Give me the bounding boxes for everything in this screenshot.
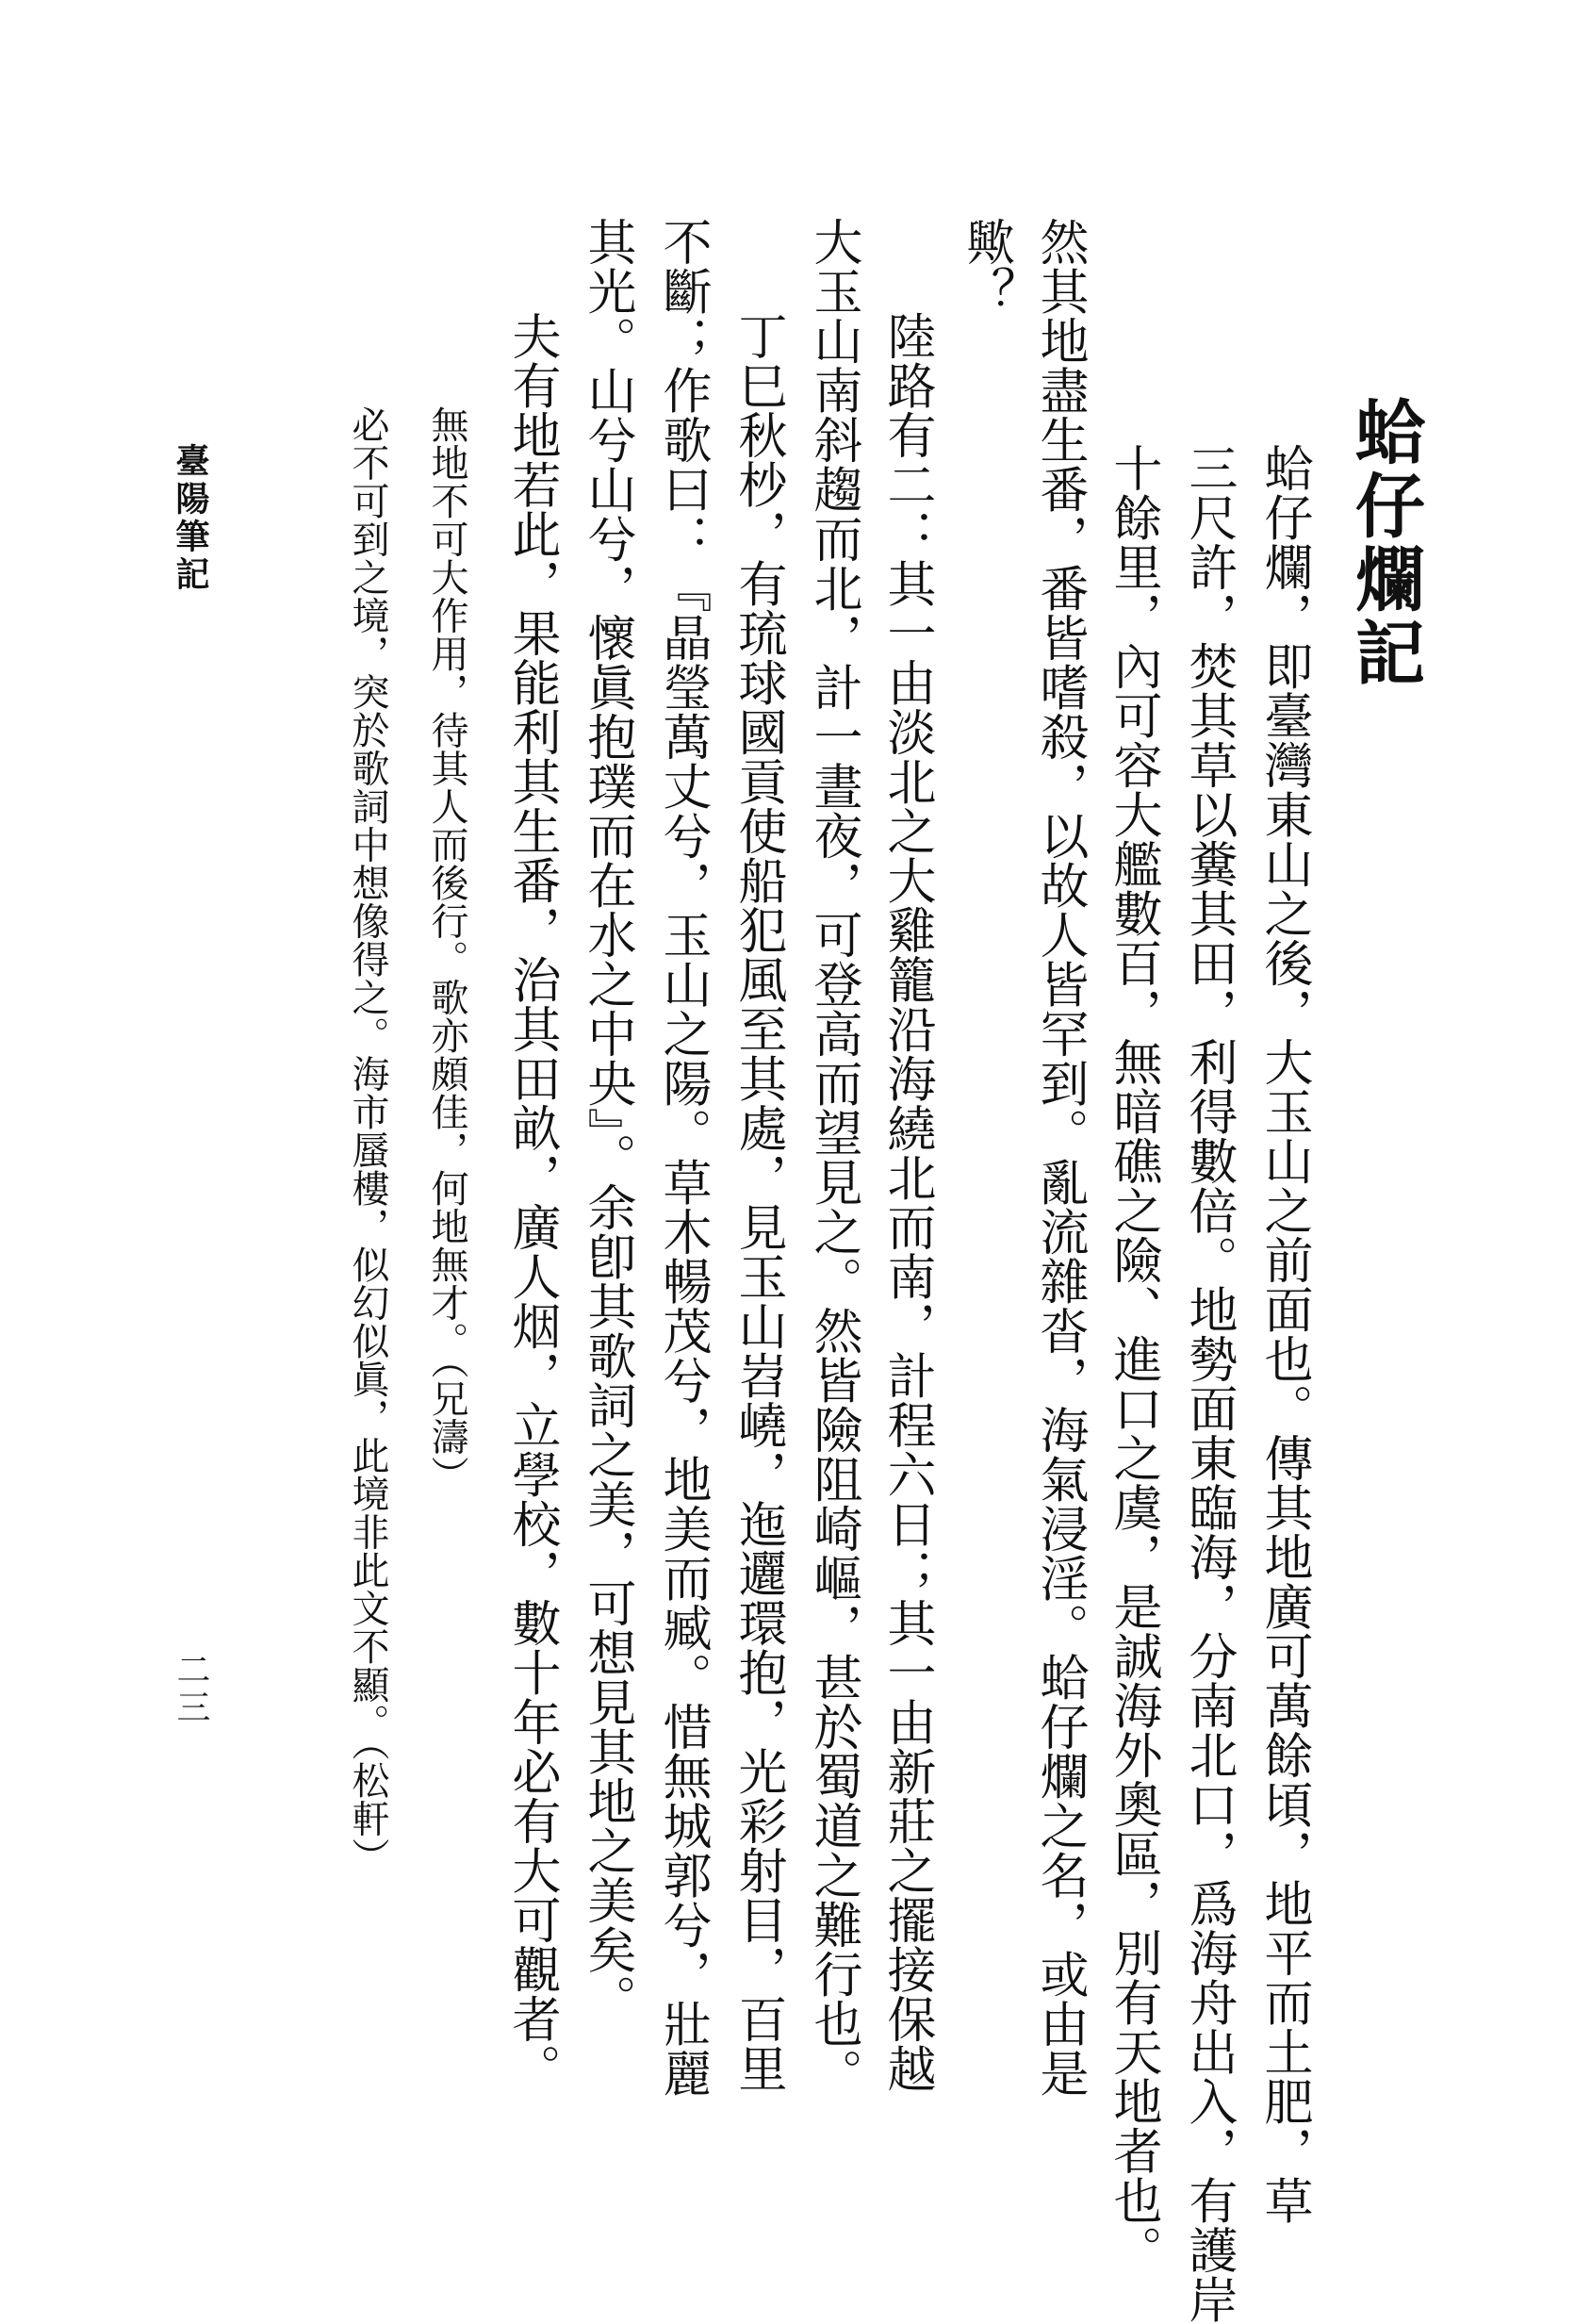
chapter-title: 蛤仔爛記 xyxy=(1344,396,1425,690)
commentary-column: 無地不可大作用，待其人而後行。歌亦頗佳，何地無才。（兄濤） xyxy=(425,405,468,1494)
body-column: 蛤仔爛，即臺灣東山之後，大玉山之前面也。傳其地廣可萬餘頃，地平而土肥，草 xyxy=(1255,443,1312,2225)
body-column: 丁巳秋杪，有琉球國貢使船犯風至其處，見玉山岧嶢，迤邐環抱，光彩射目，百里 xyxy=(730,311,786,2093)
body-column: 大玉山南斜趨而北，計一晝夜，可登高而望見之。然皆險阻崎嶇，甚於蜀道之難行也。 xyxy=(805,217,861,2098)
body-column: 陸路有二：其一由淡北之大雞籠沿海繞北而南，計程六日；其一由新莊之擺接保越 xyxy=(878,311,935,2093)
page-number: 二三 xyxy=(172,1652,210,1727)
body-column: 夫有地若此，果能利其生番，治其田畝，廣人烟，立學校，數十年必有大可觀者。 xyxy=(503,311,560,2093)
body-column: 三尺許，焚其草以糞其田，利得數倍。地勢面東臨海，分南北口，爲海舟出入，有護岸 xyxy=(1180,443,1237,2324)
body-column: 歟？ xyxy=(958,217,1014,316)
body-column: 十餘里，內可容大艦數百，無暗礁之險、進口之虞，是誠海外奧區，別有天地者也。 xyxy=(1105,443,1161,2275)
body-column: 其光。山兮山兮，懷眞抱璞而在水之中央』。余卽其歌詞之美，可想見其地之美矣。 xyxy=(579,217,635,2024)
body-column: 不斷；作歌曰：『晶瑩萬丈兮，玉山之陽。草木暢茂兮，地美而臧。惜無城郭兮，壯麗 xyxy=(654,217,711,2098)
running-title: 臺陽筆記 xyxy=(171,443,210,594)
body-column: 然其地盡生番，番皆嗜殺，以故人皆罕到。亂流雜沓，海氣浸淫。蛤仔爛之名，或由是 xyxy=(1031,217,1088,2098)
commentary-column: 必不可到之境，突於歌詞中想像得之。海市蜃樓，似幻似眞，此境非此文不顯。（松軒） xyxy=(346,405,389,1876)
